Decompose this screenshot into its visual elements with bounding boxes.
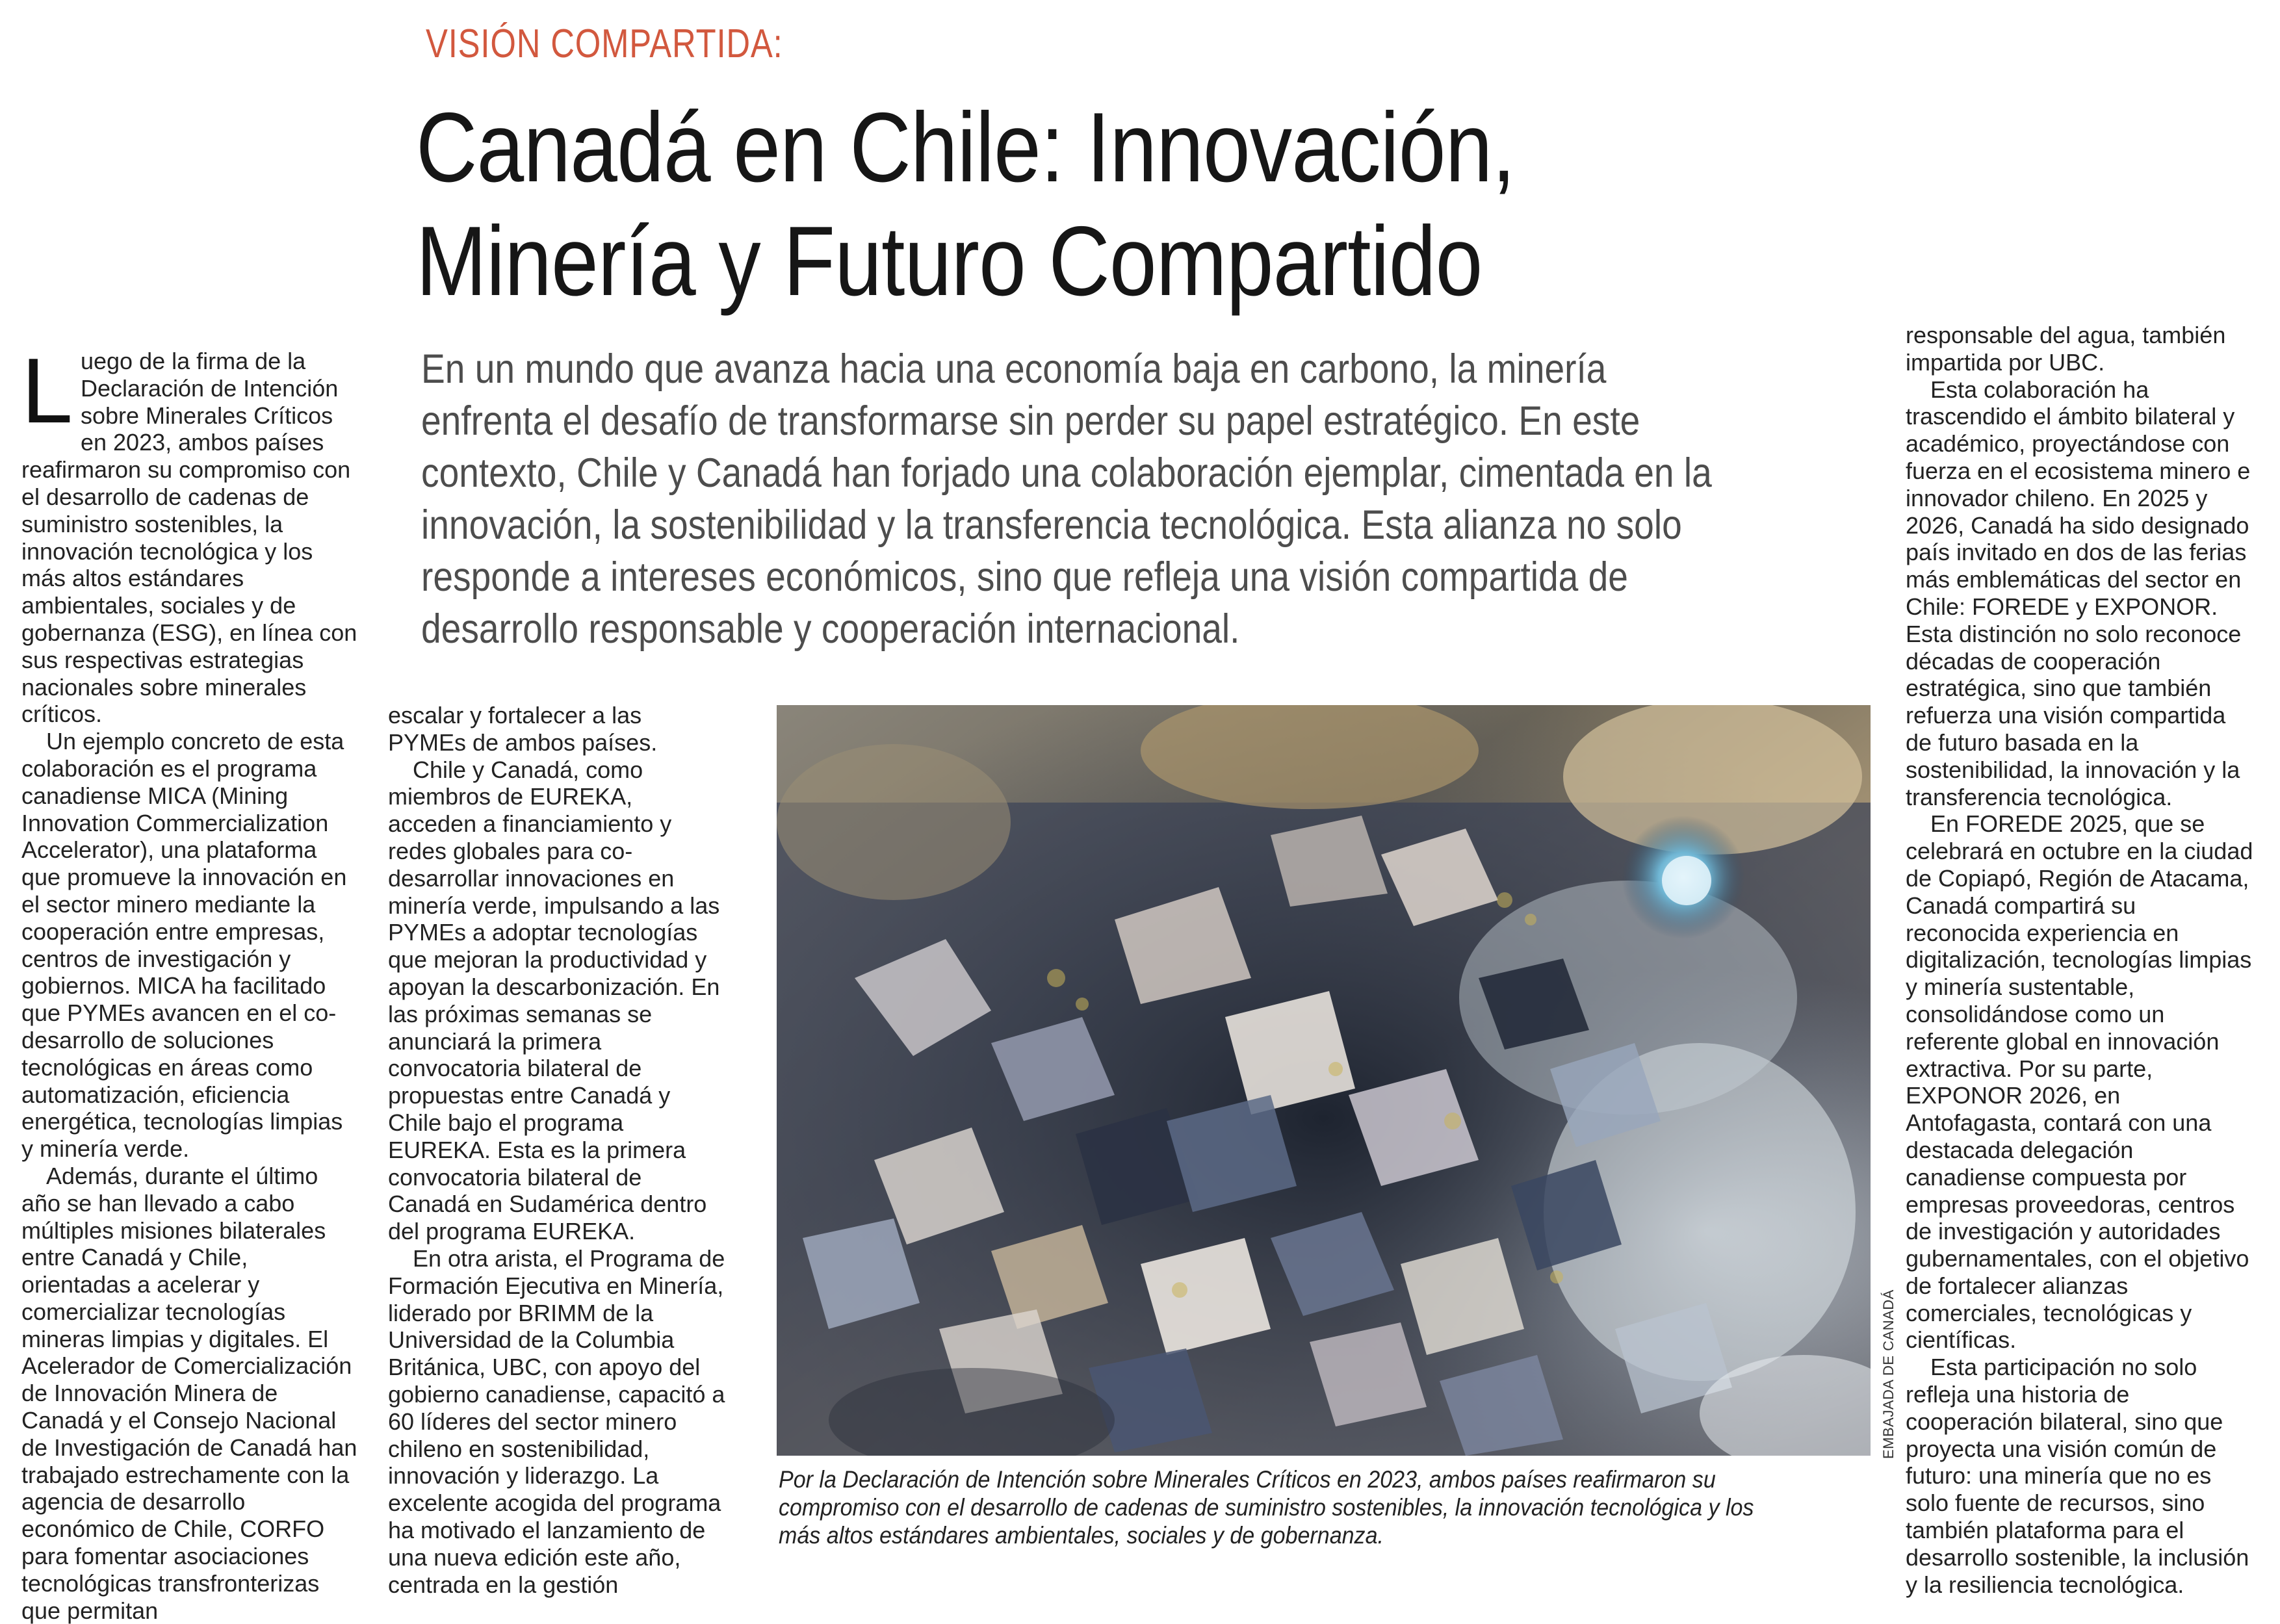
headline-line-1: Canadá en Chile: Innovación, [416, 92, 1515, 203]
drop-cap: L [21, 339, 73, 443]
paragraph: Esta colaboración ha trascendido el ámbito bilateral y académico, proyectándose con fuerza en el ecosistema minero e innovador chileno. En 2025 y 2026, Canadá ha sido designado país invitado en dos de las ferias más emblemáticas del sector en Chile: FOREDE y EXPONOR. Esta distinción no solo reconoce décadas de cooperación estratégica, sino que también refuerza una visión compartida de futuro basada en la sostenibilidad, la innovación y la transferencia tecnológica. [1906, 376, 2251, 810]
paragraph: Además, durante el último año se han llevado a cabo múltiples misiones bilaterales entre Canadá y Chile, orientadas a acelerar y comercializar tecnologías mineras limpias y digitales. El Acelerador de Comercialización de Innovación Minera de Canadá y el Consejo Nacional de Investigación de Canadá han trabajado estrechamente con la agencia de desarrollo económico de Chile, CORFO para fomentar asociaciones tecnológicas transfronterizas que permitan [21, 1162, 357, 1624]
body-column-3 [1906, 322, 2253, 1598]
paragraph: Esta participación no solo refleja una historia de cooperación bilateral, sino que proyecta una visión común de futuro: una minería que no es solo fuente de recursos, sino también plataforma para el desarrollo sostenible, la inclusión y la resiliencia tecnológica. [1906, 1354, 2249, 1598]
paragraph: escalar y fortalecer a las PYMEs de ambos países. [388, 702, 658, 756]
photo-credit: EMBAJADA DE CANADÁ [1880, 1289, 1897, 1459]
headline-line-2: Minería y Futuro Compartido [416, 206, 1483, 316]
photo-caption: Por la Declaración de Intención sobre Minerales Críticos en 2023, ambos países reafirmaron su compromiso con el desarrollo de cadenas de suministro sostenibles, la innovación tecnológica y los más altos estándares ambientales, sociales y de gobernanza. [779, 1466, 1754, 1549]
paragraph: Chile y Canadá, como miembros de EUREKA, acceden a financiamiento y redes globales para co-desarrollar innovaciones en minería verde, impulsando a las PYMEs a adoptar tecnologías que mejoran la productividad y apoyan la descarbonización. En las próximas semanas se anunciará la primera convocatoria bilateral de propuestas entre Canadá y Chile bajo el programa EUREKA. Esta es la primera convocatoria bilateral de Canadá en Sudamérica dentro del programa EUREKA. [388, 756, 720, 1245]
section-kicker: VISIÓN COMPARTIDA: [426, 21, 783, 66]
paragraph: Un ejemplo concreto de esta colaboración es el programa canadiense MICA (Mining Innovation Commercialization Accelerator), una plataforma que promueve la innovación en el sector minero mediante la cooperación entre empresas, centros de investigación y gobiernos. MICA ha facilitado que PYMEs avancen en el co-desarrollo de soluciones tecnológicas en áreas como automatización, eficiencia energética, tecnologías limpias y minería verde. [21, 728, 347, 1163]
paragraph: responsable del agua, también impartida por UBC. [1906, 322, 2226, 376]
mineral-photo [777, 705, 1871, 1456]
body-column-2 [388, 702, 726, 1598]
headline [416, 91, 1515, 318]
paragraph: En FOREDE 2025, que se celebrará en octubre en la ciudad de Copiapó, Región de Atacama, Canadá compartirá su reconocida experiencia en digitalización, tecnologías limpias y minería sustentable, consolidándose como un referente global en innovación extractiva. Por su parte, EXPONOR 2026, en Antofagasta, contará con una destacada delegación canadiense compuesta por empresas proveedoras, centros de investigación y autoridades gubernamentales, con el objetivo de fortalecer alianzas comerciales, tecnológicas y científicas. [1906, 810, 2253, 1354]
paragraph: uego de la firma de la Declaración de Intención sobre Minerales Críticos en 2023, ambos países reafirmaron su compromiso con el desarrollo de cadenas de suministro sostenibles, la innovación tecnológica y los más altos estándares ambientales, sociales y de gobernanza (ESG), en línea con sus respectivas estrategias nacionales sobre minerales críticos. [21, 348, 357, 728]
paragraph: En otra arista, el Programa de Formación Ejecutiva en Minería, liderado por BRIMM de la Universidad de la Columbia Británica, UBC, con apoyo del gobierno canadiense, capacitó a 60 líderes del sector minero chileno en sostenibilidad, innovación y liderazgo. La excelente acogida del programa ha motivado el lanzamiento de una nueva edición este año, centrada en la gestión [388, 1244, 725, 1598]
standfirst: En un mundo que avanza hacia una economía baja en carbono, la minería enfrenta el desafío de transformarse sin perder su papel estratégico. En este contexto, Chile y Canadá han forjado una colaboración ejemplar, cimentada en la innovación, la sostenibilidad y la transferencia tecnológica. Esta alianza no solo responde a intereses económicos, sino que refleja una visión compartida de desarrollo responsable y cooperación internacional. [421, 346, 1712, 652]
body-column-1 [21, 339, 359, 1624]
